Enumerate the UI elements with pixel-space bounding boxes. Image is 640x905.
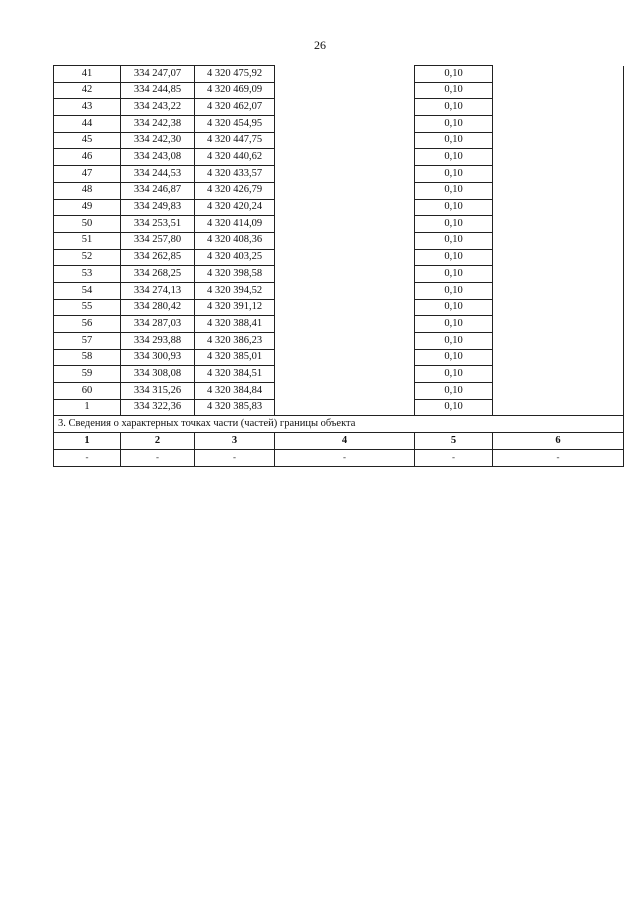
accuracy-cell: 0,10 (415, 82, 493, 99)
empty-cell (275, 316, 415, 333)
accuracy-cell: 0,10 (415, 199, 493, 216)
empty-cell (493, 249, 624, 266)
empty-cell (493, 299, 624, 316)
y-coordinate-cell: 4 320 386,23 (195, 333, 275, 350)
point-number-cell: 51 (54, 232, 121, 249)
empty-cell (275, 299, 415, 316)
empty-cell (275, 249, 415, 266)
section-3-header-row (54, 433, 624, 450)
point-number-cell: 59 (54, 366, 121, 383)
x-coordinate-cell: 334 242,38 (121, 116, 195, 133)
value-cell-5: - (415, 449, 493, 466)
x-coordinate-cell: 334 274,13 (121, 282, 195, 299)
x-coordinate-cell: 334 257,80 (121, 232, 195, 249)
point-number-cell: 54 (54, 282, 121, 299)
y-coordinate-cell: 4 320 403,25 (195, 249, 275, 266)
table-row (54, 66, 624, 83)
table-row (54, 149, 624, 166)
empty-cell (275, 349, 415, 366)
table-row (54, 366, 624, 383)
y-coordinate-cell: 4 320 462,07 (195, 99, 275, 116)
point-number-cell: 50 (54, 216, 121, 233)
x-coordinate-cell: 334 287,03 (121, 316, 195, 333)
accuracy-cell: 0,10 (415, 149, 493, 166)
y-coordinate-cell: 4 320 469,09 (195, 82, 275, 99)
empty-cell (275, 166, 415, 183)
empty-cell (275, 333, 415, 350)
accuracy-cell: 0,10 (415, 216, 493, 233)
accuracy-cell: 0,10 (415, 132, 493, 149)
x-coordinate-cell: 334 243,22 (121, 99, 195, 116)
empty-cell (275, 66, 415, 83)
y-coordinate-cell: 4 320 394,52 (195, 282, 275, 299)
y-coordinate-cell: 4 320 384,84 (195, 383, 275, 400)
y-coordinate-cell: 4 320 420,24 (195, 199, 275, 216)
x-coordinate-cell: 334 315,26 (121, 383, 195, 400)
accuracy-cell: 0,10 (415, 266, 493, 283)
empty-cell (493, 199, 624, 216)
empty-cell (493, 366, 624, 383)
empty-cell (493, 232, 624, 249)
empty-cell (493, 166, 624, 183)
y-coordinate-cell: 4 320 398,58 (195, 266, 275, 283)
empty-cell (275, 116, 415, 133)
empty-cell (275, 182, 415, 199)
y-coordinate-cell: 4 320 408,36 (195, 232, 275, 249)
accuracy-cell: 0,10 (415, 333, 493, 350)
x-coordinate-cell: 334 262,85 (121, 249, 195, 266)
empty-cell (275, 282, 415, 299)
accuracy-cell: 0,10 (415, 366, 493, 383)
value-cell-3: - (195, 449, 275, 466)
empty-cell (275, 132, 415, 149)
x-coordinate-cell: 334 280,42 (121, 299, 195, 316)
table-row (54, 132, 624, 149)
section-3-title-row (54, 416, 624, 433)
empty-cell (275, 383, 415, 400)
x-coordinate-cell: 334 300,93 (121, 349, 195, 366)
point-number-cell: 52 (54, 249, 121, 266)
point-number-cell: 53 (54, 266, 121, 283)
table-row (54, 182, 624, 199)
empty-cell (493, 149, 624, 166)
y-coordinate-cell: 4 320 447,75 (195, 132, 275, 149)
point-number-cell: 56 (54, 316, 121, 333)
table-row (54, 116, 624, 133)
empty-cell (275, 149, 415, 166)
x-coordinate-cell: 334 268,25 (121, 266, 195, 283)
table-row (54, 399, 624, 416)
x-coordinate-cell: 334 244,53 (121, 166, 195, 183)
empty-cell (493, 316, 624, 333)
col-header-2: 2 (121, 433, 195, 450)
empty-cell (493, 182, 624, 199)
empty-cell (275, 99, 415, 116)
table-row (54, 216, 624, 233)
empty-cell (275, 232, 415, 249)
value-cell-6: - (493, 449, 624, 466)
point-number-cell: 42 (54, 82, 121, 99)
empty-cell (275, 82, 415, 99)
accuracy-cell: 0,10 (415, 383, 493, 400)
empty-cell (493, 383, 624, 400)
value-cell-1: - (54, 449, 121, 466)
col-header-1: 1 (54, 433, 121, 450)
point-number-cell: 57 (54, 333, 121, 350)
empty-cell (493, 66, 624, 83)
y-coordinate-cell: 4 320 433,57 (195, 166, 275, 183)
accuracy-cell: 0,10 (415, 399, 493, 416)
y-coordinate-cell: 4 320 384,51 (195, 366, 275, 383)
accuracy-cell: 0,10 (415, 349, 493, 366)
table-row (54, 349, 624, 366)
x-coordinate-cell: 334 293,88 (121, 333, 195, 350)
point-number-cell: 47 (54, 166, 121, 183)
table-row (54, 199, 624, 216)
point-number-cell: 49 (54, 199, 121, 216)
point-number-cell: 43 (54, 99, 121, 116)
empty-cell (275, 399, 415, 416)
empty-cell (493, 399, 624, 416)
x-coordinate-cell: 334 249,83 (121, 199, 195, 216)
empty-cell (493, 82, 624, 99)
value-cell-4: - (275, 449, 415, 466)
x-coordinate-cell: 334 243,08 (121, 149, 195, 166)
accuracy-cell: 0,10 (415, 116, 493, 133)
point-number-cell: 45 (54, 132, 121, 149)
empty-cell (493, 99, 624, 116)
table-row (54, 232, 624, 249)
x-coordinate-cell: 334 322,36 (121, 399, 195, 416)
y-coordinate-cell: 4 320 388,41 (195, 316, 275, 333)
empty-cell (275, 199, 415, 216)
y-coordinate-cell: 4 320 440,62 (195, 149, 275, 166)
accuracy-cell: 0,10 (415, 66, 493, 83)
accuracy-cell: 0,10 (415, 316, 493, 333)
empty-cell (493, 282, 624, 299)
table-row (54, 266, 624, 283)
point-number-cell: 60 (54, 383, 121, 400)
table-row (54, 282, 624, 299)
section-3 (54, 416, 624, 466)
accuracy-cell: 0,10 (415, 299, 493, 316)
point-number-cell: 44 (54, 116, 121, 133)
x-coordinate-cell: 334 246,87 (121, 182, 195, 199)
x-coordinate-cell: 334 242,30 (121, 132, 195, 149)
accuracy-cell: 0,10 (415, 249, 493, 266)
table-row (54, 249, 624, 266)
accuracy-cell: 0,10 (415, 99, 493, 116)
point-number-cell: 55 (54, 299, 121, 316)
page-number: 26 (314, 38, 326, 52)
empty-cell (493, 216, 624, 233)
coordinates-table (53, 65, 624, 467)
y-coordinate-cell: 4 320 426,79 (195, 182, 275, 199)
table-row (54, 99, 624, 116)
y-coordinate-cell: 4 320 385,83 (195, 399, 275, 416)
col-header-4: 4 (275, 433, 415, 450)
x-coordinate-cell: 334 247,07 (121, 66, 195, 83)
point-number-cell: 41 (54, 66, 121, 83)
table-row (54, 316, 624, 333)
point-number-cell: 1 (54, 399, 121, 416)
y-coordinate-cell: 4 320 391,12 (195, 299, 275, 316)
x-coordinate-cell: 334 244,85 (121, 82, 195, 99)
empty-cell (493, 349, 624, 366)
empty-cell (275, 216, 415, 233)
section-3-title: 3. Сведения о характерных точках части (частей) границы объекта (54, 416, 624, 433)
coordinates-rows (54, 66, 624, 416)
accuracy-cell: 0,10 (415, 166, 493, 183)
point-number-cell: 48 (54, 182, 121, 199)
y-coordinate-cell: 4 320 414,09 (195, 216, 275, 233)
section-3-value-row (54, 449, 624, 466)
y-coordinate-cell: 4 320 385,01 (195, 349, 275, 366)
y-coordinate-cell: 4 320 475,92 (195, 66, 275, 83)
y-coordinate-cell: 4 320 454,95 (195, 116, 275, 133)
col-header-6: 6 (493, 433, 624, 450)
x-coordinate-cell: 334 308,08 (121, 366, 195, 383)
empty-cell (493, 116, 624, 133)
table-row (54, 333, 624, 350)
x-coordinate-cell: 334 253,51 (121, 216, 195, 233)
value-cell-2: - (121, 449, 195, 466)
empty-cell (493, 132, 624, 149)
empty-cell (275, 266, 415, 283)
table-row (54, 82, 624, 99)
empty-cell (493, 333, 624, 350)
empty-cell (275, 366, 415, 383)
accuracy-cell: 0,10 (415, 182, 493, 199)
empty-cell (493, 266, 624, 283)
col-header-3: 3 (195, 433, 275, 450)
table-row (54, 299, 624, 316)
table-row (54, 383, 624, 400)
point-number-cell: 58 (54, 349, 121, 366)
col-header-5: 5 (415, 433, 493, 450)
accuracy-cell: 0,10 (415, 282, 493, 299)
accuracy-cell: 0,10 (415, 232, 493, 249)
table-row (54, 166, 624, 183)
point-number-cell: 46 (54, 149, 121, 166)
